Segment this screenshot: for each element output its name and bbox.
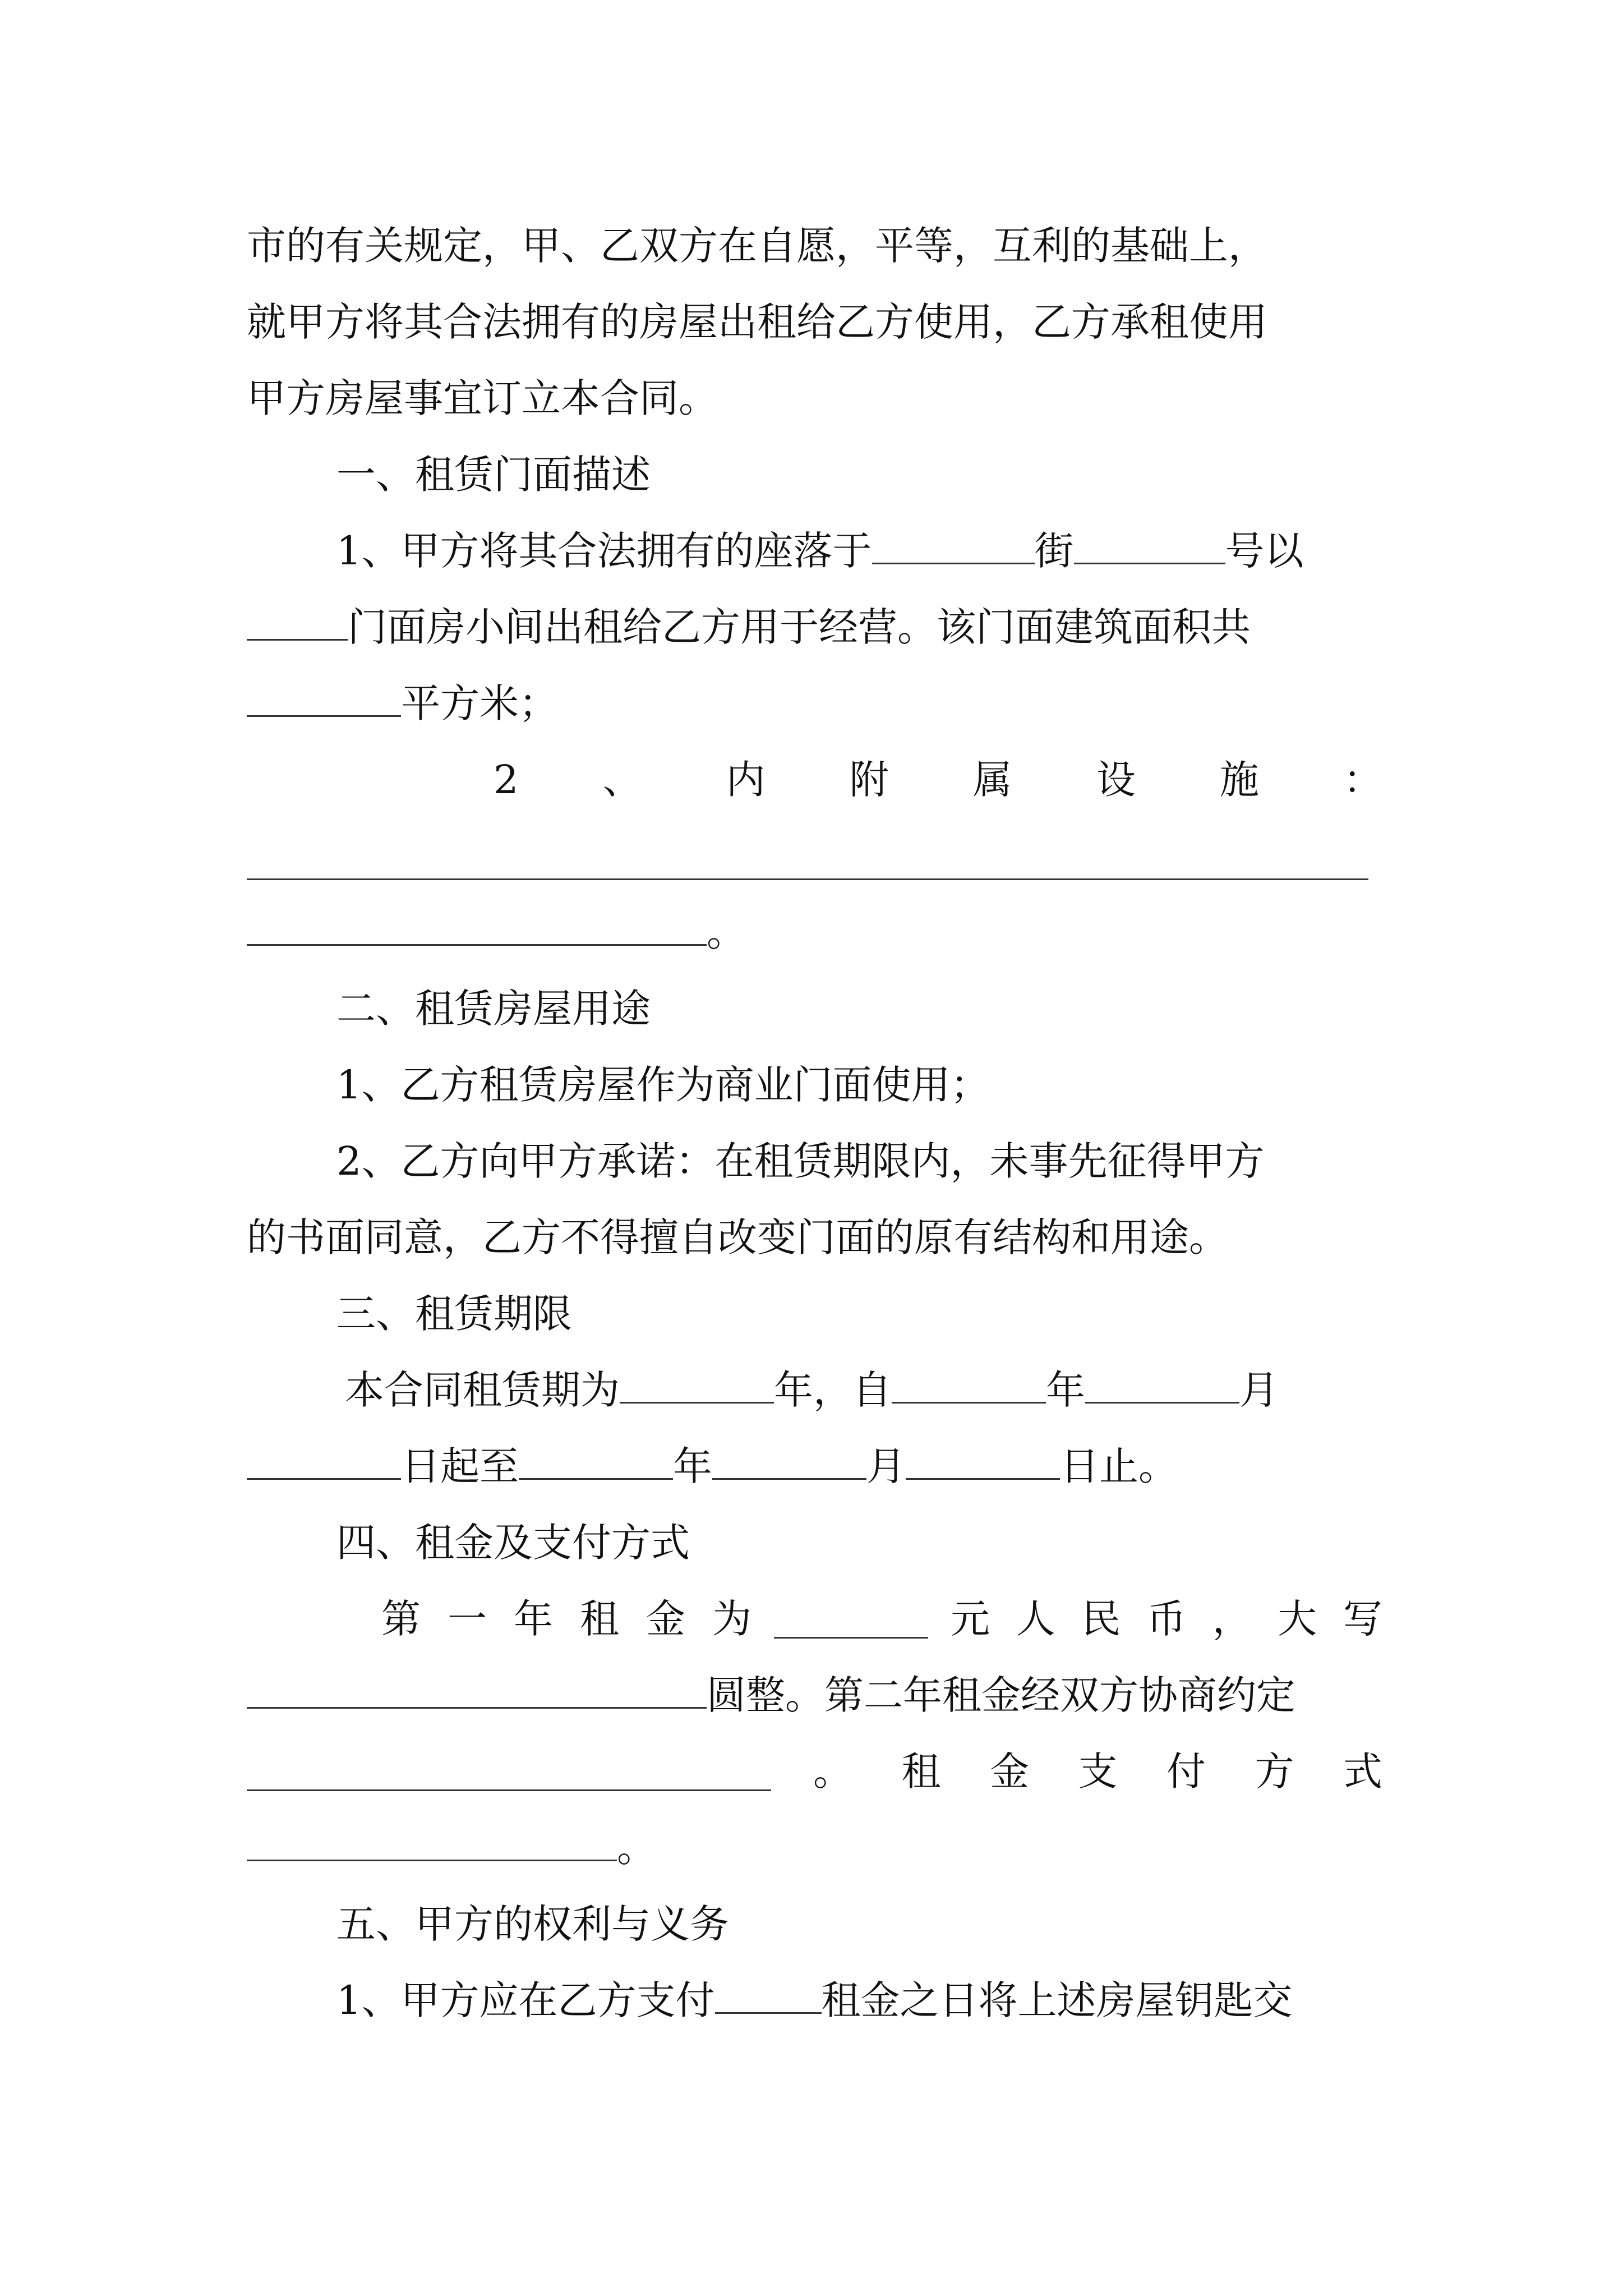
clause-text: 1、甲方将其合法拥有的座落于 [336,528,872,574]
clause-char: 。 [813,1749,852,1795]
paragraph-line: 就甲方将其合法拥有的房屋出租给乙方使用，乙方承租使用 [247,299,1267,345]
clause-text: 圆整。第二年租金经双方协商约定 [707,1672,1295,1718]
clause-char: 年 [514,1596,553,1642]
clause-char: 民 [1081,1596,1121,1642]
clause-line [247,1439,1178,1493]
clause-line: 2、乙方向甲方承诺：在租赁期限内，未事先征得甲方 [336,1138,1265,1184]
clause-char: 写 [1343,1596,1382,1642]
clause-char: 属 [972,757,1012,803]
section-heading: 五、甲方的权利与义务 [336,1901,729,1947]
clause-text: 年 [1046,1367,1085,1413]
clause-char: 为 [712,1596,751,1642]
fill-blank-units[interactable] [247,602,348,641]
clause-text: 年 [673,1443,712,1489]
clause-line [247,677,558,730]
fill-blank-number[interactable] [1074,526,1225,564]
clause-char: 大 [1278,1596,1317,1642]
fill-blank-end-day[interactable] [906,1441,1060,1480]
fill-blank-rent-period[interactable] [715,1975,822,2014]
clause-char: 租 [901,1749,941,1795]
clause-char: 方 [1255,1749,1294,1795]
section-heading: 三、租赁期限 [336,1291,572,1337]
fill-blank-facilities[interactable] [247,878,1368,880]
clause-char: 施 [1219,757,1259,803]
clause-text: 。 [707,909,746,955]
clause-chars [381,1592,751,1646]
paragraph-line: 甲方房屋事宜订立本合同。 [247,375,718,421]
clause-text: 日止。 [1060,1443,1178,1489]
clause-line [247,1668,1295,1722]
clause-line [336,524,1304,578]
clause-char: 金 [990,1749,1029,1795]
fill-blank-facilities-cont[interactable] [247,907,707,946]
clause-line [336,1973,1293,2027]
clause-char: 金 [646,1596,685,1642]
clause-chars [951,1592,1382,1646]
section-heading: 二、租赁房屋用途 [336,986,651,1032]
fill-blank-area[interactable] [247,678,401,717]
fill-blank-end-month[interactable] [712,1441,866,1480]
clause-line: 的书面同意，乙方不得擅自改变门面的原有结构和用途。 [247,1214,1228,1260]
clause-line: 1、乙方租赁房屋作为商业门面使用； [336,1062,990,1108]
fill-blank-street[interactable] [872,526,1035,564]
clause-char: 元 [951,1596,990,1642]
fill-blank-start-month[interactable] [1085,1365,1239,1404]
clause-char: ： [1343,757,1382,803]
clause-line [345,1363,1279,1417]
clause-text: 。 [617,1825,656,1871]
clause-text: 日起至 [401,1443,519,1489]
clause-line-spaced [494,753,1382,807]
fill-blank-payment-method[interactable] [247,1823,617,1861]
section-heading: 四、租金及支付方式 [336,1520,690,1566]
fill-blank-years[interactable] [620,1365,774,1404]
clause-chars [813,1745,1382,1798]
clause-char: 一 [448,1596,487,1642]
clause-char: 设 [1096,757,1136,803]
clause-char: 付 [1166,1749,1206,1795]
clause-line-spaced [247,1745,1382,1798]
clause-text: 月 [866,1443,906,1489]
clause-char: 式 [1343,1749,1382,1795]
clause-line [247,1821,656,1875]
clause-text: 租金之日将上述房屋钥匙交 [821,1977,1293,2023]
fill-blank-start-year[interactable] [892,1365,1046,1404]
clause-char: 内 [726,757,766,803]
clause-text: 本合同租赁期为 [345,1367,620,1413]
clause-char: 租 [580,1596,619,1642]
clause-text: 平方米； [401,680,558,726]
clause-text: 1、甲方应在乙方支付 [336,1977,715,2023]
clause-text: 街 [1034,528,1074,574]
fill-blank-rent-uppercase[interactable] [247,1670,707,1709]
clause-char: 附 [849,757,889,803]
fill-blank-second-year-rent[interactable] [247,1752,771,1791]
clause-char: 2 [494,757,519,803]
clause-char: ， [1212,1596,1252,1642]
clause-char: 币 [1146,1596,1186,1642]
clause-char: 第 [381,1596,421,1642]
clause-char: 支 [1078,1749,1118,1795]
fill-blank-start-day[interactable] [247,1441,401,1480]
fill-blank-first-year-rent[interactable] [774,1600,928,1639]
section-heading: 一、租赁门面描述 [336,452,651,498]
clause-line-spaced [381,1592,1382,1646]
clause-text: 号以 [1225,528,1304,574]
clause-text: 月 [1239,1367,1279,1413]
clause-char: 、 [602,757,642,803]
paragraph-line: 市的有关规定，甲、乙双方在自愿，平等，互利的基础上， [247,223,1267,269]
clause-text: 年，自 [774,1367,892,1413]
fill-blank-end-year[interactable] [519,1441,673,1480]
clause-text: 门面房小间出租给乙方用于经营。该门面建筑面积共 [348,604,1251,650]
clause-line [247,600,1251,654]
clause-line [247,905,746,959]
clause-char: 人 [1016,1596,1055,1642]
